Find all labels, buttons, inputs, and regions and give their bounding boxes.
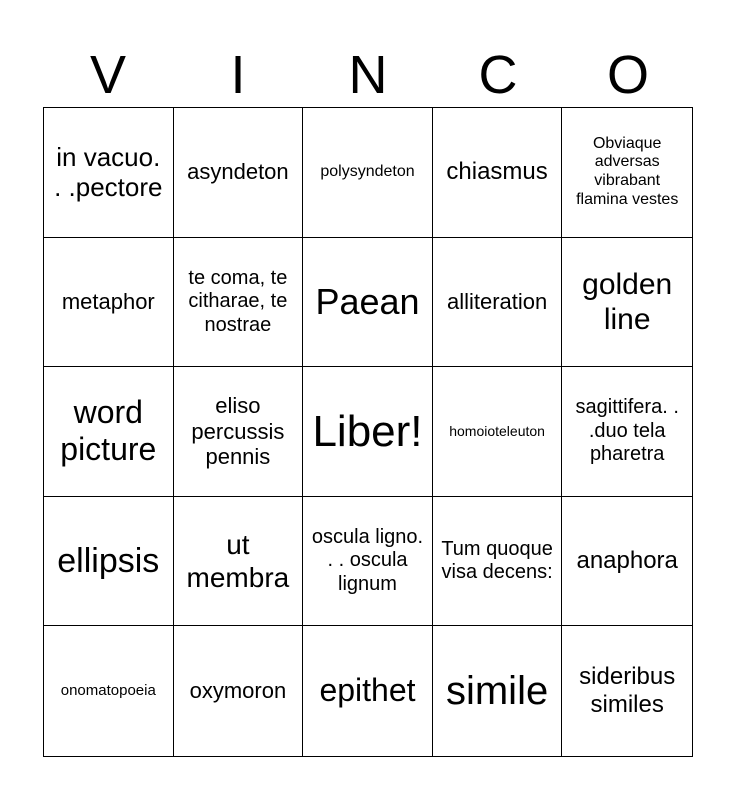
bingo-cell[interactable] <box>303 238 433 368</box>
title-letter-n: N <box>348 45 388 105</box>
bingo-title <box>43 44 693 106</box>
bingo-cell[interactable] <box>433 497 563 627</box>
bingo-cell[interactable] <box>174 497 304 627</box>
bingo-cell[interactable] <box>174 238 304 368</box>
bingo-cell-label: onomatopoeia <box>60 682 156 700</box>
bingo-cell-label: alliteration <box>446 288 548 314</box>
bingo-cell[interactable] <box>562 238 692 368</box>
bingo-cell-label: anaphora <box>576 546 678 574</box>
bingo-cell[interactable] <box>562 626 692 756</box>
bingo-cell[interactable] <box>44 497 174 627</box>
bingo-cell-label: sideribus similes <box>579 662 676 719</box>
bingo-cell-label: Liber! <box>312 406 423 456</box>
bingo-cell[interactable] <box>174 626 304 756</box>
bingo-cell[interactable] <box>562 497 692 627</box>
bingo-board <box>43 107 693 757</box>
bingo-cell[interactable] <box>174 367 304 497</box>
bingo-cell-label: in vacuo. . .pectore <box>54 141 163 203</box>
bingo-cell-label: epithet <box>319 672 416 709</box>
bingo-cell[interactable] <box>174 108 304 238</box>
bingo-cell-label: Paean <box>315 280 420 322</box>
bingo-cell-label: ellipsis <box>57 542 160 581</box>
title-letter-c: C <box>478 45 518 105</box>
bingo-cell[interactable] <box>44 367 174 497</box>
bingo-cell[interactable] <box>433 367 563 497</box>
bingo-cell-label: chiasmus <box>446 158 548 186</box>
bingo-cell-label: polysyndeton <box>320 162 415 180</box>
title-letter-i: I <box>230 45 246 105</box>
bingo-cell-label: oxymoron <box>189 678 287 704</box>
bingo-cell[interactable] <box>44 238 174 368</box>
bingo-cell[interactable] <box>562 367 692 497</box>
bingo-cell-label: oscula ligno. . . oscula lignum <box>311 525 424 595</box>
title-letter-o: O <box>606 45 649 105</box>
bingo-cell-label: eliso percussis pennis <box>191 392 285 470</box>
bingo-cell-label: Obviaque adversas vibrabant flamina vestes <box>576 134 679 209</box>
bingo-cell[interactable] <box>562 108 692 238</box>
bingo-cell[interactable] <box>433 108 563 238</box>
bingo-cell-label: word picture <box>60 393 157 468</box>
bingo-cell[interactable] <box>303 497 433 627</box>
bingo-cell-label: te coma, te citharae, te nostrae <box>188 266 288 336</box>
bingo-cell[interactable] <box>303 108 433 238</box>
bingo-cell-label: sagittifera. . .duo tela pharetra <box>575 396 679 466</box>
bingo-cell[interactable] <box>44 626 174 756</box>
bingo-cell-label: asyndeton <box>187 159 289 185</box>
bingo-cell[interactable] <box>44 108 174 238</box>
bingo-cell-label: homoioteleuton <box>449 423 545 440</box>
bingo-cell[interactable] <box>433 626 563 756</box>
bingo-cell-label: Tum quoque visa decens: <box>441 537 553 584</box>
bingo-cell[interactable] <box>303 626 433 756</box>
bingo-cell-label: metaphor <box>61 288 155 314</box>
bingo-cell-label: golden line <box>582 267 673 336</box>
bingo-cell[interactable] <box>303 367 433 497</box>
title-letter-v: V <box>89 45 127 105</box>
bingo-cell[interactable] <box>433 238 563 368</box>
bingo-cell-label: simile <box>445 668 549 713</box>
bingo-cell-label: ut membra <box>186 529 290 594</box>
